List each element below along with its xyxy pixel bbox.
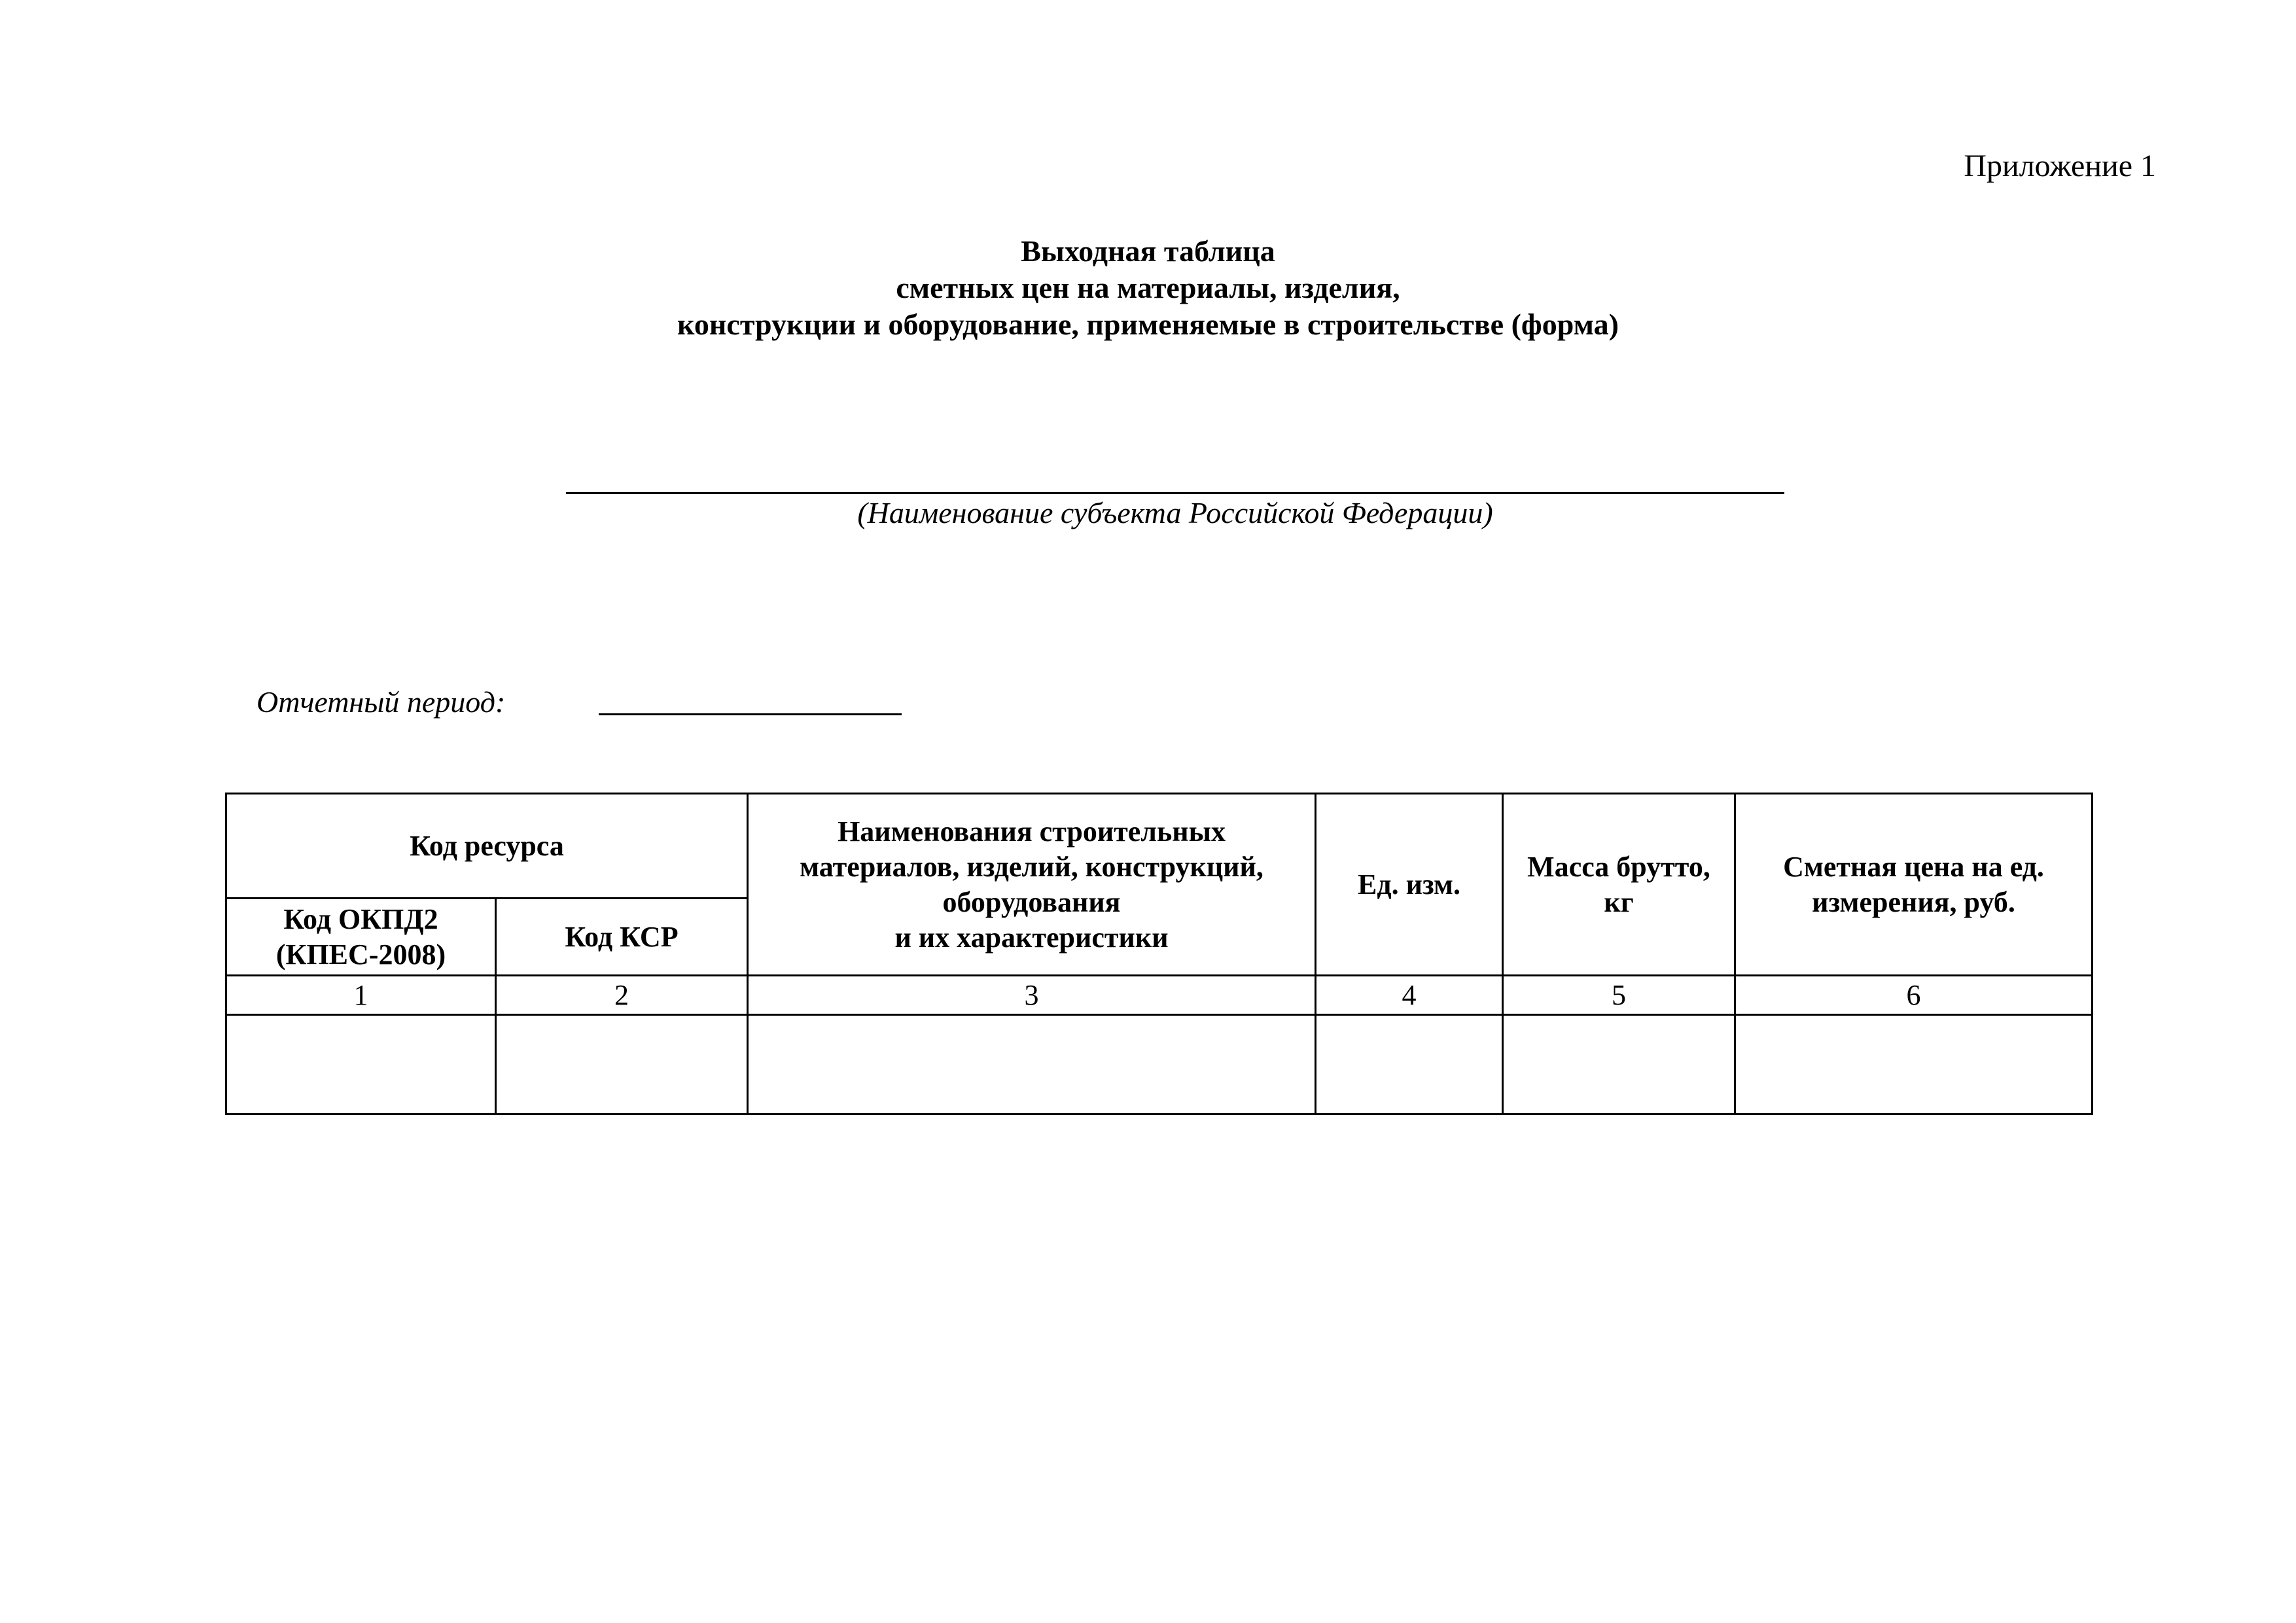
- table-header-row-1: [226, 794, 2093, 899]
- column-number-row: [226, 976, 2093, 1015]
- title-line-2: сметных цен на материалы, изделия,: [896, 271, 1400, 304]
- column-number: 4: [1316, 976, 1503, 1015]
- header-name-line-4: и их характеристики: [894, 921, 1169, 954]
- price-table: [225, 793, 2093, 1115]
- appendix-label: Приложение 1: [1964, 149, 2156, 183]
- period-blank-line[interactable]: [599, 713, 902, 715]
- table-cell-unit[interactable]: [1316, 1015, 1503, 1115]
- header-okpd2-line-1: Код ОКПД2: [283, 902, 438, 935]
- header-gross-mass: [1503, 794, 1735, 976]
- table-cell-price[interactable]: [1735, 1015, 2093, 1115]
- document-title: [0, 233, 2296, 343]
- table-cell-okpd2[interactable]: [226, 1015, 496, 1115]
- header-name-line-3: оборудования: [942, 885, 1121, 918]
- period-label: Отчетный период:: [256, 685, 506, 719]
- table-cell-ksr[interactable]: [496, 1015, 748, 1115]
- title-line-1: Выходная таблица: [1021, 234, 1275, 268]
- column-number: 3: [748, 976, 1316, 1015]
- table-cell-mass[interactable]: [1503, 1015, 1735, 1115]
- table-row: [226, 1015, 2093, 1115]
- table-cell-name[interactable]: [748, 1015, 1316, 1115]
- column-number: 2: [496, 976, 748, 1015]
- header-ksr-code: Код КСР: [496, 899, 748, 976]
- title-line-3: конструкции и оборудование, применяемые в строительстве (форма): [677, 308, 1619, 341]
- header-gross-mass-line-2: кг: [1604, 885, 1634, 918]
- column-number: 6: [1735, 976, 2093, 1015]
- header-resource-code: Код ресурса: [226, 794, 748, 899]
- header-name: [748, 794, 1316, 976]
- header-estimated-price: [1735, 794, 2093, 976]
- header-name-line-1: Наименования строительных: [838, 815, 1226, 847]
- subject-caption: (Наименование субъекта Российской Федерации): [857, 496, 1493, 529]
- header-okpd2-line-2: (КПЕС-2008): [275, 938, 446, 971]
- column-number: 1: [226, 976, 496, 1015]
- header-gross-mass-line-1: Масса брутто,: [1527, 850, 1710, 883]
- subject-blank-line[interactable]: [566, 492, 1784, 494]
- header-name-line-2: материалов, изделий, конструкций,: [800, 850, 1263, 883]
- column-number: 5: [1503, 976, 1735, 1015]
- header-okpd2-code: [226, 899, 496, 976]
- header-unit: Ед. изм.: [1316, 794, 1503, 976]
- header-estimated-price-line-1: Сметная цена на ед.: [1783, 850, 2044, 883]
- header-estimated-price-line-2: измерения, руб.: [1812, 885, 2015, 918]
